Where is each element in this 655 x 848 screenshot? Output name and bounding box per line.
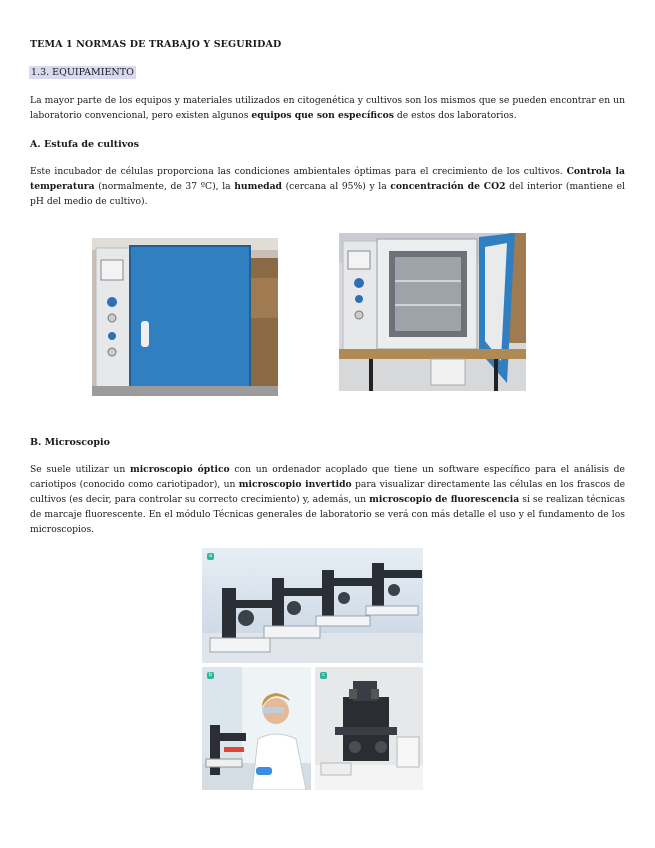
- figure-badge-a: a: [208, 553, 213, 559]
- fluorescence-microscope-photo: [315, 667, 423, 790]
- section-a-paragraph: [30, 164, 625, 209]
- intro-text-end: de estos dos laboratorios.: [393, 110, 517, 121]
- section-b-paragraph: [30, 462, 625, 537]
- text-run: del interior (mantiene el pH del medio de cultivo).: [30, 181, 625, 207]
- bold-temperatura: Controla la temperatura: [30, 166, 625, 192]
- text-run: si se realizan técnicas de marcaje fluorescente. En el módulo Técnicas generales de laboratorio se verá con más detalle el uso y el fundamento de los microscopios.: [30, 494, 626, 535]
- text-run: para visualizar directamente las células en los frascos de cultivos (es decir, para controlar su correcto crecimiento) y, además, un: [30, 479, 626, 505]
- bold-microscopio-optico: microscopio óptico: [129, 464, 230, 475]
- text-run: (normalmente, de 37 ºC), la: [94, 181, 235, 192]
- researcher-microscope-photo: [202, 667, 311, 790]
- intro-paragraph: [30, 93, 625, 123]
- text-run: (cercana al 95%) y la: [281, 181, 391, 192]
- incubator-open-photo: [339, 233, 526, 391]
- section-a-heading: A. Estufa de cultivos: [30, 139, 139, 150]
- figure-badge-b: b: [208, 672, 213, 678]
- microscopes-row-photo: [202, 548, 423, 663]
- bold-microscopio-invertido: microscopio invertido: [238, 479, 352, 490]
- intro-text: La mayor parte de los equipos y materiales utilizados en citogenética y cultivos son los mismos que se pueden encontrar en un laboratorio convencional, pero existen algunos: [30, 95, 625, 121]
- figure-badge-c: c: [320, 672, 327, 679]
- page-title: TEMA 1 NORMAS DE TRABAJO Y SEGURIDAD: [30, 39, 282, 50]
- bold-humedad: humedad: [234, 181, 282, 192]
- incubator-closed-photo: [92, 238, 278, 396]
- text-run: con un ordenador acoplado que tiene un software específico para el análisis de cariotipos (conocido como cariotipador), un: [30, 464, 625, 490]
- intro-bold: equipos que son específicos: [251, 110, 394, 121]
- bold-co2: concentración de CO2: [390, 181, 506, 192]
- text-run: Se suele utilizar un: [30, 464, 130, 475]
- section-b-heading: B. Microscopio: [30, 437, 110, 448]
- section-heading-equipamiento: 1.3. EQUIPAMIENTO: [31, 67, 134, 78]
- bold-microscopio-fluorescencia: microscopio de fluorescencia: [369, 494, 520, 505]
- text-run: Este incubador de células proporciona las condiciones ambientales óptimas para el crecimiento de los cultivos.: [30, 166, 567, 177]
